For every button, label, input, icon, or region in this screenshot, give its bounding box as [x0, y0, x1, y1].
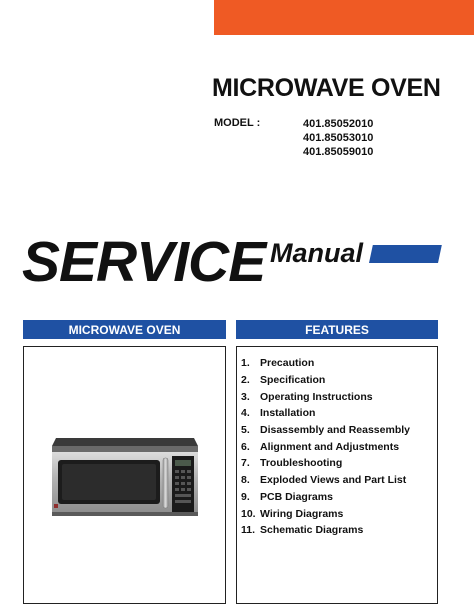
feature-label: Troubleshooting — [260, 457, 343, 470]
feature-number: 11. — [241, 524, 256, 537]
feature-number: 8. — [241, 474, 250, 487]
orange-header-bar — [214, 0, 474, 35]
feature-list-item — [241, 472, 410, 489]
manual-heading: Manual — [270, 238, 364, 268]
feature-number: 7. — [241, 457, 250, 470]
feature-number: 3. — [241, 390, 250, 403]
feature-list-item — [241, 372, 410, 389]
feature-number: 9. — [241, 490, 250, 503]
feature-list — [241, 355, 410, 539]
feature-number: 2. — [241, 374, 250, 387]
feature-label: Alignment and Adjustments — [260, 440, 400, 453]
feature-label: PCB Diagrams — [260, 490, 333, 503]
feature-list-item — [241, 405, 410, 422]
feature-label: Installation — [260, 407, 316, 420]
microwave-door-handle — [163, 458, 168, 508]
feature-number: 6. — [241, 440, 250, 453]
model-number-list — [303, 117, 373, 159]
features-section-header: FEATURES — [236, 320, 438, 339]
document-title: MICROWAVE OVEN — [212, 74, 441, 102]
microwave-window-glass — [62, 464, 156, 500]
feature-list-item — [241, 505, 410, 522]
microwave-bottom-trim — [52, 512, 198, 516]
microwave-top — [52, 438, 198, 446]
feature-label: Operating Instructions — [260, 390, 373, 403]
microwave-display — [175, 460, 191, 466]
microwave-oven-image — [52, 438, 198, 518]
feature-number: 4. — [241, 407, 250, 420]
feature-number: 5. — [241, 424, 250, 437]
feature-list-item — [241, 522, 410, 539]
feature-list-item — [241, 489, 410, 506]
model-label: MODEL : — [214, 117, 261, 129]
service-heading: SERVICE — [22, 230, 266, 294]
feature-number: 10. — [241, 507, 256, 520]
feature-list-item — [241, 422, 410, 439]
feature-list-item — [241, 455, 410, 472]
feature-label: Exploded Views and Part List — [260, 474, 407, 487]
model-number: 401.85059010 — [303, 146, 374, 158]
feature-label: Precaution — [260, 357, 315, 370]
feature-number: 1. — [241, 357, 250, 370]
feature-list-item — [241, 388, 410, 405]
microwave-vent — [52, 446, 198, 452]
model-number: 401.85052010 — [303, 118, 374, 130]
feature-label: Specification — [260, 374, 326, 387]
feature-list-item — [241, 355, 410, 372]
product-section-header: MICROWAVE OVEN — [23, 320, 226, 339]
feature-list-item — [241, 438, 410, 455]
brand-badge-icon — [54, 504, 58, 508]
model-number: 401.85053010 — [303, 132, 374, 144]
feature-label: Wiring Diagrams — [260, 507, 344, 520]
feature-label: Disassembly and Reassembly — [260, 424, 410, 437]
feature-label: Schematic Diagrams — [260, 524, 364, 537]
decorative-blue-stripe — [369, 245, 442, 263]
